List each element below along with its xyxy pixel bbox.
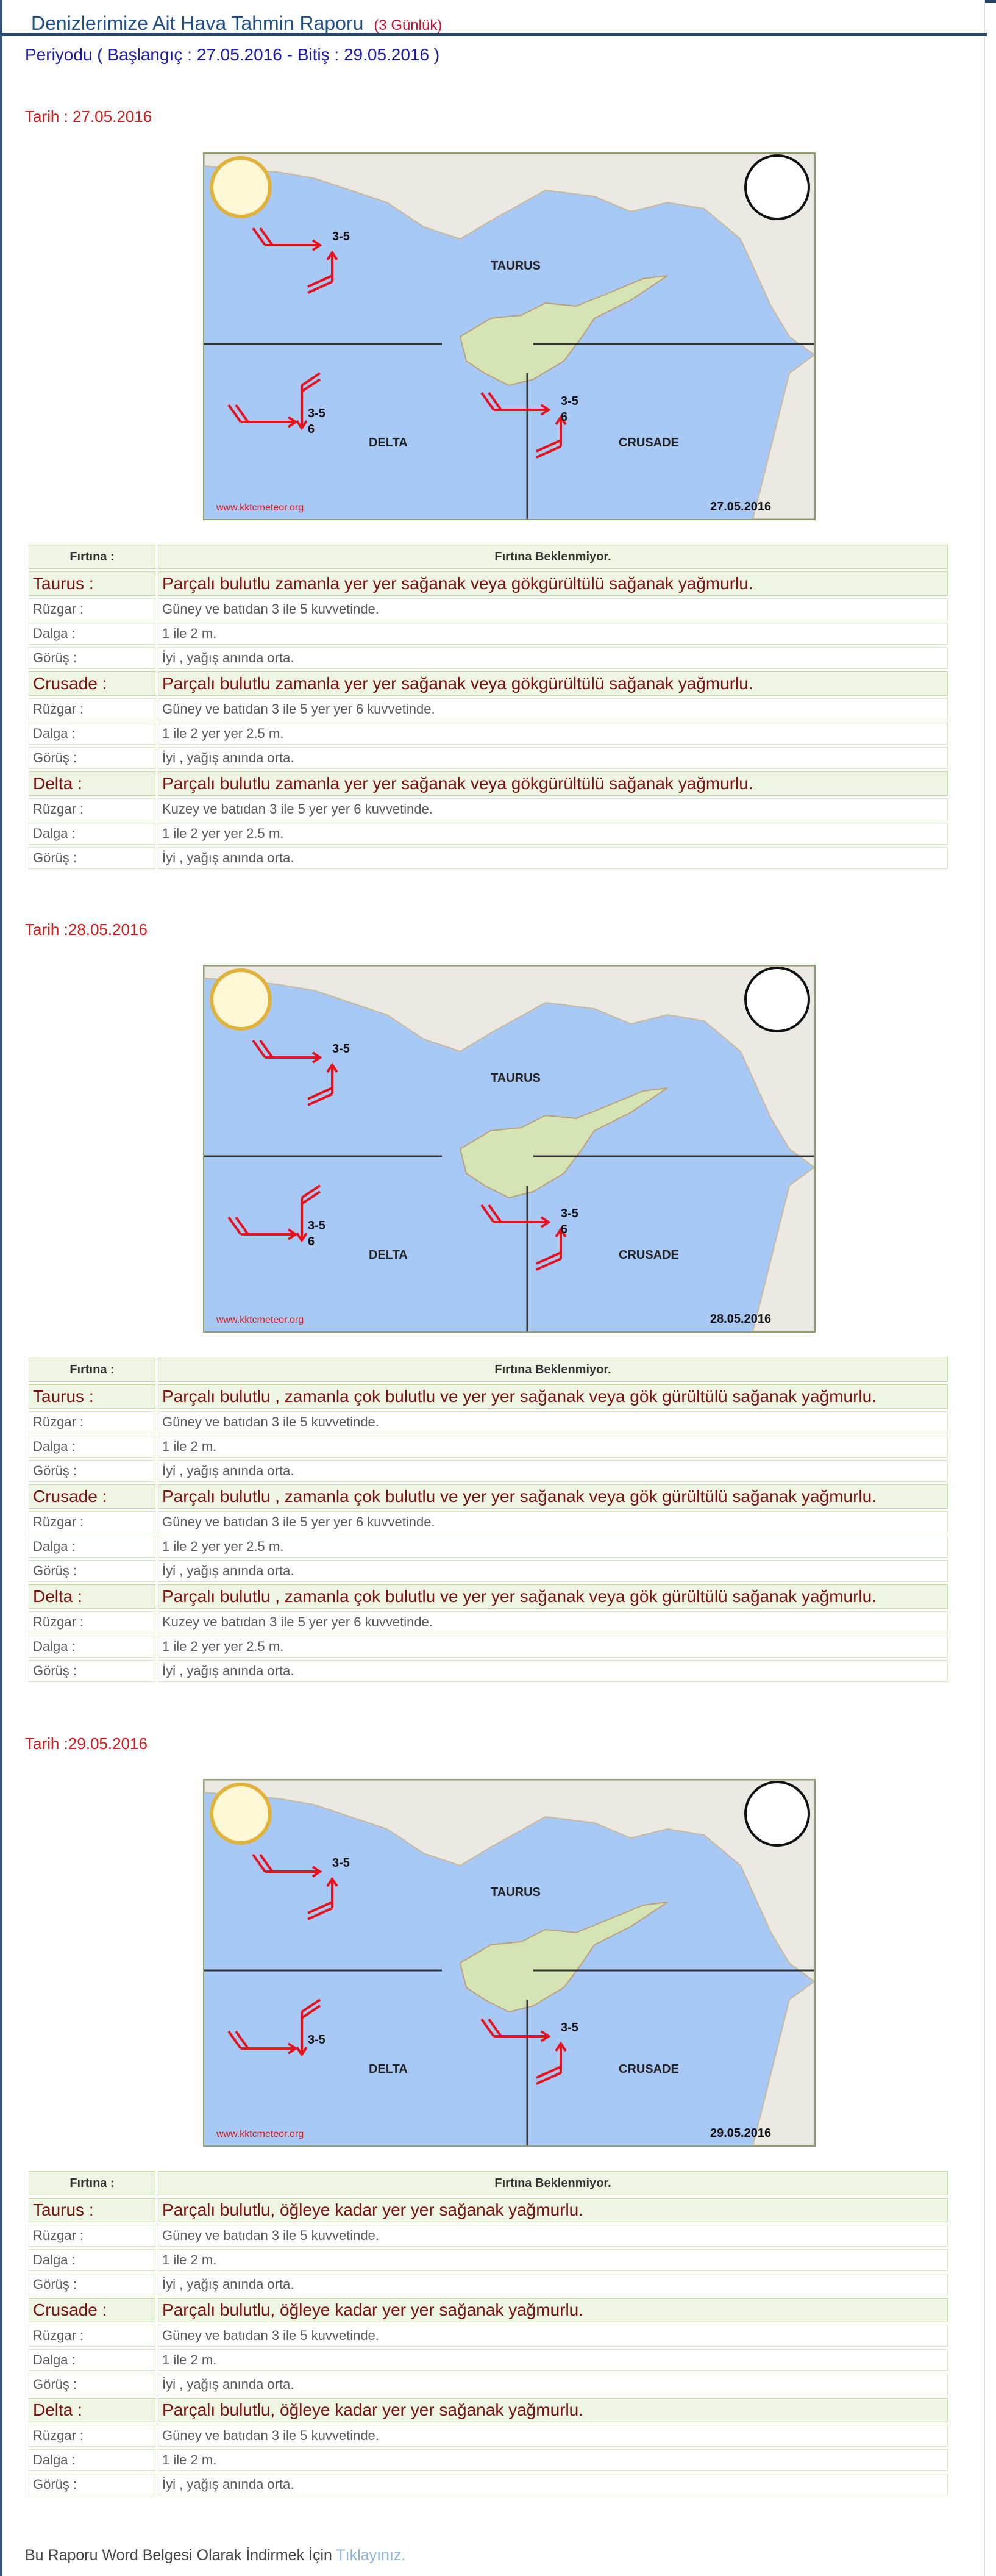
storm-row	[29, 1358, 948, 1382]
download-word-link[interactable]: Tıklayınız.	[336, 2547, 406, 2564]
detail-label: Rüzgar :	[29, 1611, 155, 1633]
detail-row	[29, 2474, 948, 2496]
map-date-stamp: 28.05.2016	[710, 1312, 772, 1326]
detail-value: İyi , yağış anında orta.	[158, 2274, 948, 2295]
detail-label: Dalga :	[29, 723, 155, 745]
region-row-crusade	[29, 671, 948, 696]
meteorology-dept-logo	[745, 156, 809, 219]
wind-force-label: 6	[308, 423, 315, 436]
region-name: Taurus :	[29, 2198, 155, 2222]
detail-row	[29, 2325, 948, 2347]
map-site-url: www.kktcmeteor.org	[216, 2129, 304, 2139]
storm-label: Fırtına :	[29, 1358, 155, 1382]
report-header	[2, 7, 987, 36]
detail-label: Rüzgar :	[29, 1411, 155, 1433]
detail-label: Görüş :	[29, 747, 155, 769]
detail-row	[29, 1611, 948, 1633]
detail-value: Kuzey ve batıdan 3 ile 5 yer yer 6 kuvvetinde.	[158, 798, 948, 820]
region-row-taurus	[29, 2198, 948, 2222]
sea-map	[204, 966, 814, 1331]
detail-value: 1 ile 2 m.	[158, 2449, 948, 2471]
storm-row	[29, 545, 948, 569]
detail-label: Rüzgar :	[29, 698, 155, 720]
detail-row	[29, 2449, 948, 2471]
wind-force-label: 3-5	[561, 1207, 578, 1220]
region-row-delta	[29, 2398, 948, 2422]
map-site-url: www.kktcmeteor.org	[216, 503, 304, 513]
region-name: Taurus :	[29, 571, 155, 596]
region-map-label-crusade: CRUSADE	[619, 1248, 679, 1262]
detail-row	[29, 2349, 948, 2371]
map-date-stamp: 27.05.2016	[710, 500, 772, 513]
cyprus-emblem-logo	[212, 970, 270, 1029]
detail-label: Rüzgar :	[29, 798, 155, 820]
region-map-label-delta: DELTA	[369, 2063, 408, 2076]
detail-label: Görüş :	[29, 847, 155, 869]
region-name: Crusade :	[29, 2298, 155, 2322]
detail-row	[29, 1411, 948, 1433]
detail-row	[29, 1511, 948, 1533]
detail-value: Güney ve batıdan 3 ile 5 kuvvetinde.	[158, 2425, 948, 2447]
page-subtitle: (3 Günlük)	[374, 17, 443, 34]
day-2-forecast-table	[26, 1355, 950, 1684]
detail-value: Güney ve batıdan 3 ile 5 kuvvetinde.	[158, 2225, 948, 2247]
detail-label: Görüş :	[29, 2374, 155, 2395]
detail-row	[29, 1460, 948, 1482]
detail-value: İyi , yağış anında orta.	[158, 1460, 948, 1482]
detail-value: 1 ile 2 yer yer 2.5 m.	[158, 823, 948, 845]
region-summary: Parçalı bulutlu , zamanla çok bulutlu ve yer yer sağanak veya gök gürültülü sağanak yağmurlu.	[158, 1384, 948, 1409]
download-footer	[25, 2547, 405, 2564]
detail-row	[29, 2374, 948, 2395]
day-1-forecast-map	[203, 152, 816, 520]
detail-label: Dalga :	[29, 823, 155, 845]
detail-row	[29, 2249, 948, 2271]
wind-force-label: 3-5	[308, 407, 325, 420]
detail-value: İyi , yağış anında orta.	[158, 847, 948, 869]
detail-value: İyi , yağış anında orta.	[158, 1560, 948, 1582]
region-map-label-crusade: CRUSADE	[619, 436, 679, 449]
detail-value: İyi , yağış anında orta.	[158, 1660, 948, 1682]
meteorology-dept-logo	[745, 968, 809, 1031]
detail-value: 1 ile 2 m.	[158, 2249, 948, 2271]
map-date-stamp: 29.05.2016	[710, 2127, 772, 2140]
detail-value: 1 ile 2 yer yer 2.5 m.	[158, 1536, 948, 1558]
storm-label: Fırtına :	[29, 545, 155, 569]
detail-row	[29, 798, 948, 820]
region-row-delta	[29, 771, 948, 796]
detail-label: Görüş :	[29, 647, 155, 669]
region-summary: Parçalı bulutlu, öğleye kadar yer yer sağanak yağmurlu.	[158, 2298, 948, 2322]
day-3-date-label: Tarih :29.05.2016	[25, 1734, 148, 1753]
region-name: Delta :	[29, 1584, 155, 1609]
region-map-label-crusade: CRUSADE	[619, 2063, 679, 2076]
detail-label: Rüzgar :	[29, 2325, 155, 2347]
wind-force-label: 6	[561, 410, 568, 424]
wind-force-label: 6	[308, 1235, 315, 1248]
detail-row	[29, 647, 948, 669]
region-name: Delta :	[29, 771, 155, 796]
detail-label: Dalga :	[29, 2449, 155, 2471]
region-summary: Parçalı bulutlu , zamanla çok bulutlu ve yer yer sağanak veya gök gürültülü sağanak yağmurlu.	[158, 1484, 948, 1509]
detail-row	[29, 1660, 948, 1682]
meteorology-dept-logo	[745, 1782, 809, 1845]
region-row-delta	[29, 1584, 948, 1609]
storm-value: Fırtına Beklenmiyor.	[158, 1358, 948, 1382]
region-summary: Parçalı bulutlu zamanla yer yer sağanak veya gökgürültülü sağanak yağmurlu.	[158, 671, 948, 696]
region-row-crusade	[29, 1484, 948, 1509]
detail-row	[29, 823, 948, 845]
detail-label: Dalga :	[29, 1436, 155, 1458]
detail-row	[29, 598, 948, 620]
wind-force-label: 3-5	[561, 395, 578, 408]
day-3-forecast-table	[26, 2169, 950, 2498]
detail-value: 1 ile 2 yer yer 2.5 m.	[158, 1636, 948, 1658]
wind-force-label: 3-5	[332, 1856, 350, 1870]
detail-value: 1 ile 2 yer yer 2.5 m.	[158, 723, 948, 745]
region-name: Crusade :	[29, 671, 155, 696]
day-2-date-label: Tarih :28.05.2016	[25, 920, 148, 939]
wind-force-label: 3-5	[332, 230, 350, 243]
forecast-period: Periyodu ( Başlangıç : 27.05.2016 - Bitiş : 29.05.2016 )	[25, 45, 440, 64]
detail-row	[29, 723, 948, 745]
detail-value: İyi , yağış anında orta.	[158, 747, 948, 769]
day-1-date-label: Tarih : 27.05.2016	[25, 107, 152, 126]
detail-row	[29, 1560, 948, 1582]
region-summary: Parçalı bulutlu, öğleye kadar yer yer sağanak yağmurlu.	[158, 2398, 948, 2422]
detail-label: Dalga :	[29, 1536, 155, 1558]
page-title-text: Denizlerimize Ait Hava Tahmin Raporu	[31, 12, 364, 34]
cyprus-emblem-logo	[212, 158, 270, 216]
detail-value: İyi , yağış anında orta.	[158, 2374, 948, 2395]
region-name: Delta :	[29, 2398, 155, 2422]
detail-row	[29, 2425, 948, 2447]
detail-row	[29, 847, 948, 869]
detail-value: Güney ve batıdan 3 ile 5 kuvvetinde.	[158, 1411, 948, 1433]
detail-row	[29, 623, 948, 645]
region-map-label-taurus: TAURUS	[491, 1072, 541, 1085]
wind-force-label: 3-5	[561, 2021, 578, 2034]
detail-label: Dalga :	[29, 1636, 155, 1658]
page-title	[31, 12, 442, 35]
detail-row	[29, 698, 948, 720]
detail-value: 1 ile 2 m.	[158, 2349, 948, 2371]
detail-value: Güney ve batıdan 3 ile 5 yer yer 6 kuvvetinde.	[158, 698, 948, 720]
region-row-taurus	[29, 571, 948, 596]
day-2-forecast-map	[203, 965, 816, 1333]
detail-row	[29, 747, 948, 769]
wind-force-label: 3-5	[308, 1219, 325, 1233]
detail-label: Görüş :	[29, 1660, 155, 1682]
region-name: Crusade :	[29, 1484, 155, 1509]
detail-label: Görüş :	[29, 2274, 155, 2295]
day-1-forecast-table	[26, 542, 950, 871]
detail-row	[29, 2225, 948, 2247]
detail-label: Dalga :	[29, 623, 155, 645]
detail-value: Güney ve batıdan 3 ile 5 yer yer 6 kuvvetinde.	[158, 1511, 948, 1533]
detail-value: 1 ile 2 m.	[158, 623, 948, 645]
storm-row	[29, 2171, 948, 2195]
storm-value: Fırtına Beklenmiyor.	[158, 2171, 948, 2195]
detail-row	[29, 1536, 948, 1558]
detail-label: Görüş :	[29, 2474, 155, 2496]
region-row-crusade	[29, 2298, 948, 2322]
detail-label: Rüzgar :	[29, 2425, 155, 2447]
detail-value: 1 ile 2 m.	[158, 1436, 948, 1458]
region-summary: Parçalı bulutlu , zamanla çok bulutlu ve yer yer sağanak veya gök gürültülü sağanak yağmurlu.	[158, 1584, 948, 1609]
region-row-taurus	[29, 1384, 948, 1409]
detail-value: Güney ve batıdan 3 ile 5 kuvvetinde.	[158, 2325, 948, 2347]
footer-text: Bu Raporu Word Belgesi Olarak İndirmek İçin	[25, 2547, 336, 2564]
detail-value: Güney ve batıdan 3 ile 5 kuvvetinde.	[158, 598, 948, 620]
sea-map	[204, 1780, 814, 2145]
storm-label: Fırtına :	[29, 2171, 155, 2195]
detail-value: İyi , yağış anında orta.	[158, 647, 948, 669]
detail-label: Görüş :	[29, 1460, 155, 1482]
detail-label: Görüş :	[29, 1560, 155, 1582]
detail-label: Dalga :	[29, 2249, 155, 2271]
region-map-label-delta: DELTA	[369, 1248, 408, 1262]
storm-value: Fırtına Beklenmiyor.	[158, 545, 948, 569]
wind-force-label: 3-5	[332, 1042, 350, 1056]
region-summary: Parçalı bulutlu zamanla yer yer sağanak veya gökgürültülü sağanak yağmurlu.	[158, 771, 948, 796]
sea-map	[204, 154, 814, 519]
cyprus-emblem-logo	[212, 1784, 270, 1843]
region-summary: Parçalı bulutlu, öğleye kadar yer yer sağanak yağmurlu.	[158, 2198, 948, 2222]
region-name: Taurus :	[29, 1384, 155, 1409]
detail-row	[29, 1636, 948, 1658]
map-site-url: www.kktcmeteor.org	[216, 1315, 304, 1325]
region-map-label-taurus: TAURUS	[491, 1886, 541, 1899]
day-3-forecast-map	[203, 1779, 816, 2147]
region-summary: Parçalı bulutlu zamanla yer yer sağanak veya gökgürültülü sağanak yağmurlu.	[158, 571, 948, 596]
detail-label: Rüzgar :	[29, 598, 155, 620]
detail-label: Rüzgar :	[29, 1511, 155, 1533]
detail-value: İyi , yağış anında orta.	[158, 2474, 948, 2496]
wind-force-label: 3-5	[308, 2033, 325, 2047]
region-map-label-taurus: TAURUS	[491, 259, 541, 273]
detail-row	[29, 1436, 948, 1458]
detail-label: Rüzgar :	[29, 2225, 155, 2247]
wind-force-label: 6	[561, 1223, 568, 1236]
detail-row	[29, 2274, 948, 2295]
detail-label: Dalga :	[29, 2349, 155, 2371]
region-map-label-delta: DELTA	[369, 436, 408, 449]
detail-value: Kuzey ve batıdan 3 ile 5 yer yer 6 kuvvetinde.	[158, 1611, 948, 1633]
